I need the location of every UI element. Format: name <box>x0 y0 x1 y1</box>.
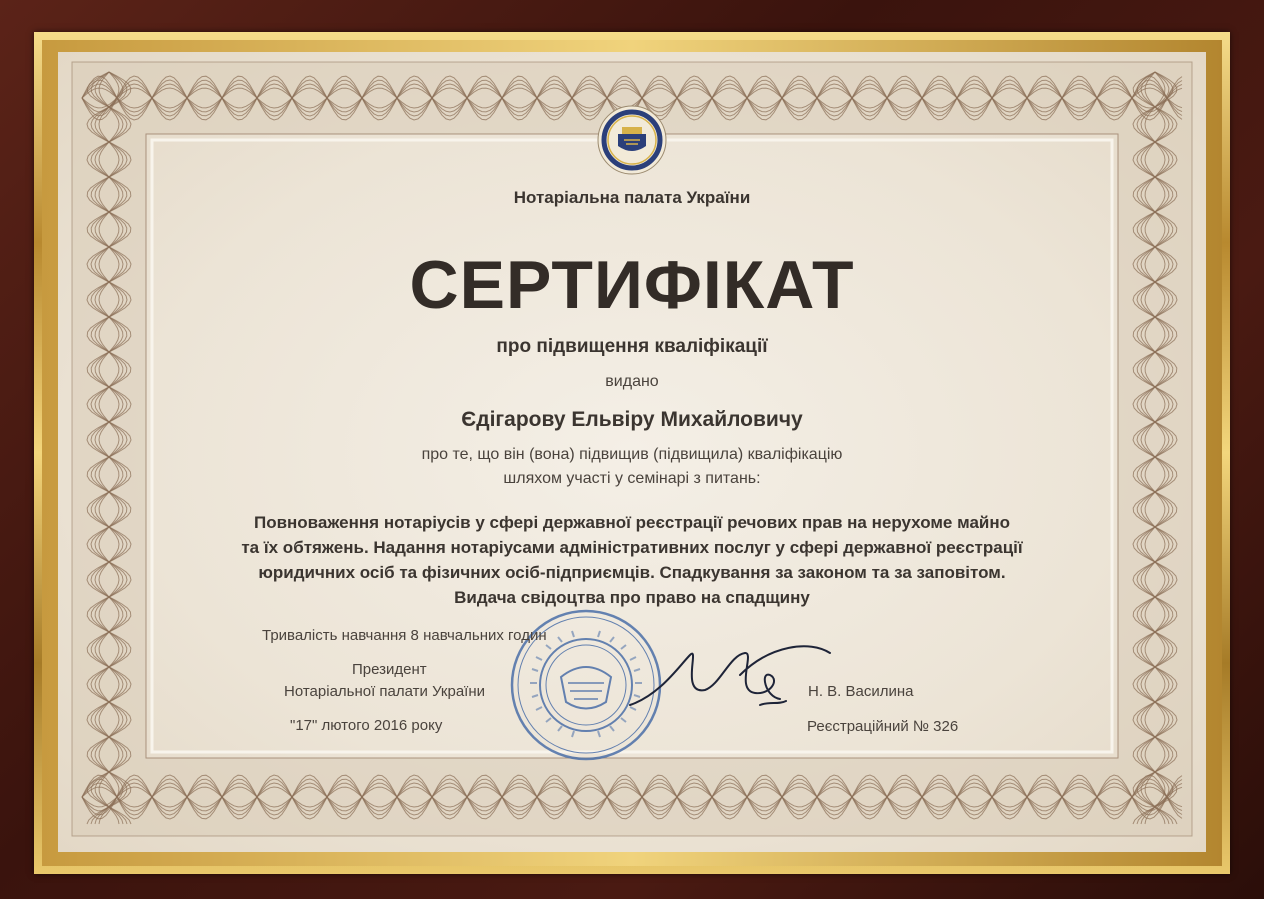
registration-number: Реєстраційний № 326 <box>807 718 959 735</box>
topic-line: Повноваження нотаріусів у сфері державної реєстрації речових прав на нерухоме майно <box>253 513 1011 532</box>
signer-name: Н. В. Василина <box>808 683 914 700</box>
issue-date: "17" лютого 2016 року <box>290 717 443 734</box>
organization-name: Нотаріальна палата України <box>513 188 751 207</box>
recipient-name: Єдігарову Ельвіру Михайловичу <box>461 408 803 431</box>
president-title: Президент <box>352 661 427 678</box>
reason-line-2: шляхом участі у семінарі з питань: <box>503 470 761 487</box>
certificate-title: СЕРТИФІКАТ <box>409 247 855 323</box>
topic-line: Видача свідоцтва про право на спадщину <box>454 588 810 607</box>
certificate-subtitle: про підвищення кваліфікації <box>496 336 768 357</box>
training-duration: Тривалість навчання 8 навчальних годин <box>262 627 547 644</box>
issued-label: видано <box>605 373 659 390</box>
topic-line: юридичних осіб та фізичних осіб-підприємців. Спадкування за законом та за заповітом. <box>258 563 1006 582</box>
president-organization: Нотаріальної палати України <box>284 683 486 700</box>
reason-line-1: про те, що він (вона) підвищив (підвищила) кваліфікацію <box>421 446 843 463</box>
topic-line: та їх обтяжень. Надання нотаріусами адміністративних послуг у сфері державної реєстрації <box>241 538 1023 557</box>
